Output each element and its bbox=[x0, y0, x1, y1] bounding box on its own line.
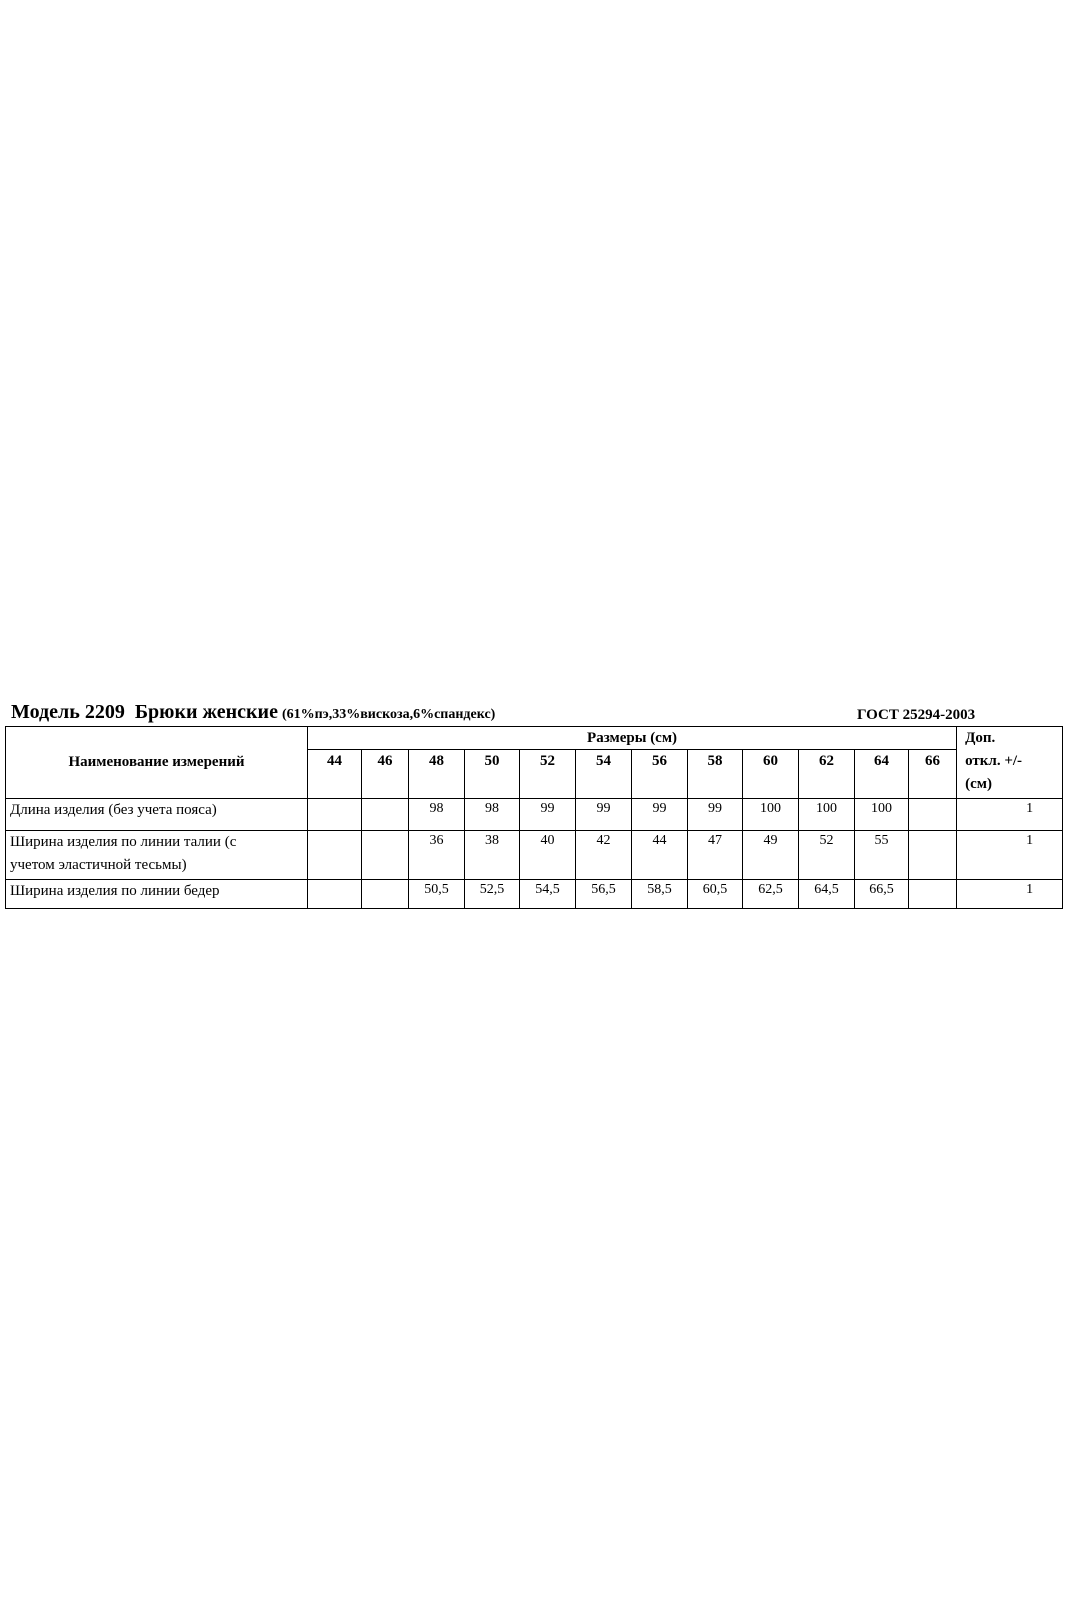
size-column-header: 66 bbox=[909, 750, 957, 799]
table-cell: 52 bbox=[799, 831, 855, 880]
table-cell: 55 bbox=[855, 831, 909, 880]
size-column-header: 46 bbox=[362, 750, 409, 799]
table-cell: 50,5 bbox=[409, 880, 465, 909]
tolerance-cell: 1 bbox=[957, 831, 1063, 880]
table-cell: 99 bbox=[520, 799, 576, 831]
table-cell bbox=[308, 831, 362, 880]
sizes-header: Размеры (см) bbox=[308, 727, 957, 750]
table-cell: 49 bbox=[743, 831, 799, 880]
measurement-name bbox=[6, 831, 308, 880]
document-header bbox=[5, 700, 1062, 726]
table-row bbox=[6, 799, 1063, 831]
size-column-header: 44 bbox=[308, 750, 362, 799]
table-cell: 52,5 bbox=[465, 880, 520, 909]
table-cell: 56,5 bbox=[576, 880, 632, 909]
measurement-name-line: учетом эластичной тесьмы) bbox=[10, 857, 187, 873]
measurement-name-line: Ширина изделия по линии талии (с bbox=[10, 834, 237, 850]
table-cell: 100 bbox=[799, 799, 855, 831]
table-cell bbox=[362, 831, 409, 880]
table-cell bbox=[308, 799, 362, 831]
tolerance-header-line: откл. +/- bbox=[965, 753, 1023, 769]
fabric-composition: (61%пэ,33%вискоза,6%спандекс) bbox=[281, 707, 496, 722]
tolerance-header bbox=[957, 727, 1063, 799]
measurement-name: Длина изделия (без учета пояса) bbox=[6, 799, 308, 831]
table-cell: 47 bbox=[688, 831, 743, 880]
table-cell: 44 bbox=[632, 831, 688, 880]
model-number: Модель 2209 bbox=[11, 701, 125, 723]
table-row bbox=[6, 880, 1063, 909]
tolerance-cell: 1 bbox=[957, 799, 1063, 831]
table-cell: 98 bbox=[465, 799, 520, 831]
size-column-header: 56 bbox=[632, 750, 688, 799]
title-group bbox=[11, 701, 495, 724]
size-chart-document bbox=[5, 700, 1062, 909]
table-cell bbox=[362, 880, 409, 909]
size-column-header: 58 bbox=[688, 750, 743, 799]
table-cell: 100 bbox=[855, 799, 909, 831]
table-row bbox=[6, 831, 1063, 880]
size-column-header: 54 bbox=[576, 750, 632, 799]
size-column-header: 48 bbox=[409, 750, 465, 799]
table-cell: 64,5 bbox=[799, 880, 855, 909]
tolerance-header-line: (см) bbox=[965, 776, 992, 792]
measurement-name: Ширина изделия по линии бедер bbox=[6, 880, 308, 909]
table-cell: 99 bbox=[576, 799, 632, 831]
table-cell: 99 bbox=[688, 799, 743, 831]
size-column-header: 64 bbox=[855, 750, 909, 799]
table-cell: 40 bbox=[520, 831, 576, 880]
size-column-header: 62 bbox=[799, 750, 855, 799]
table-cell bbox=[362, 799, 409, 831]
table-cell: 100 bbox=[743, 799, 799, 831]
table-cell: 98 bbox=[409, 799, 465, 831]
size-column-header: 52 bbox=[520, 750, 576, 799]
size-table bbox=[5, 726, 1063, 909]
standard-reference: ГОСТ 25294-2003 bbox=[857, 707, 976, 723]
table-cell bbox=[909, 880, 957, 909]
table-cell bbox=[909, 799, 957, 831]
product-name: Брюки женские bbox=[134, 701, 278, 723]
size-column-header: 50 bbox=[465, 750, 520, 799]
table-cell: 58,5 bbox=[632, 880, 688, 909]
table-cell: 99 bbox=[632, 799, 688, 831]
table-cell: 38 bbox=[465, 831, 520, 880]
tolerance-header-line: Доп. bbox=[965, 730, 996, 746]
measurement-name-header: Наименование измерений bbox=[6, 727, 308, 799]
table-cell: 42 bbox=[576, 831, 632, 880]
table-cell: 36 bbox=[409, 831, 465, 880]
table-cell bbox=[308, 880, 362, 909]
table-cell: 60,5 bbox=[688, 880, 743, 909]
tolerance-cell: 1 bbox=[957, 880, 1063, 909]
table-cell: 62,5 bbox=[743, 880, 799, 909]
table-cell bbox=[909, 831, 957, 880]
table-cell: 66,5 bbox=[855, 880, 909, 909]
table-cell: 54,5 bbox=[520, 880, 576, 909]
size-column-header: 60 bbox=[743, 750, 799, 799]
